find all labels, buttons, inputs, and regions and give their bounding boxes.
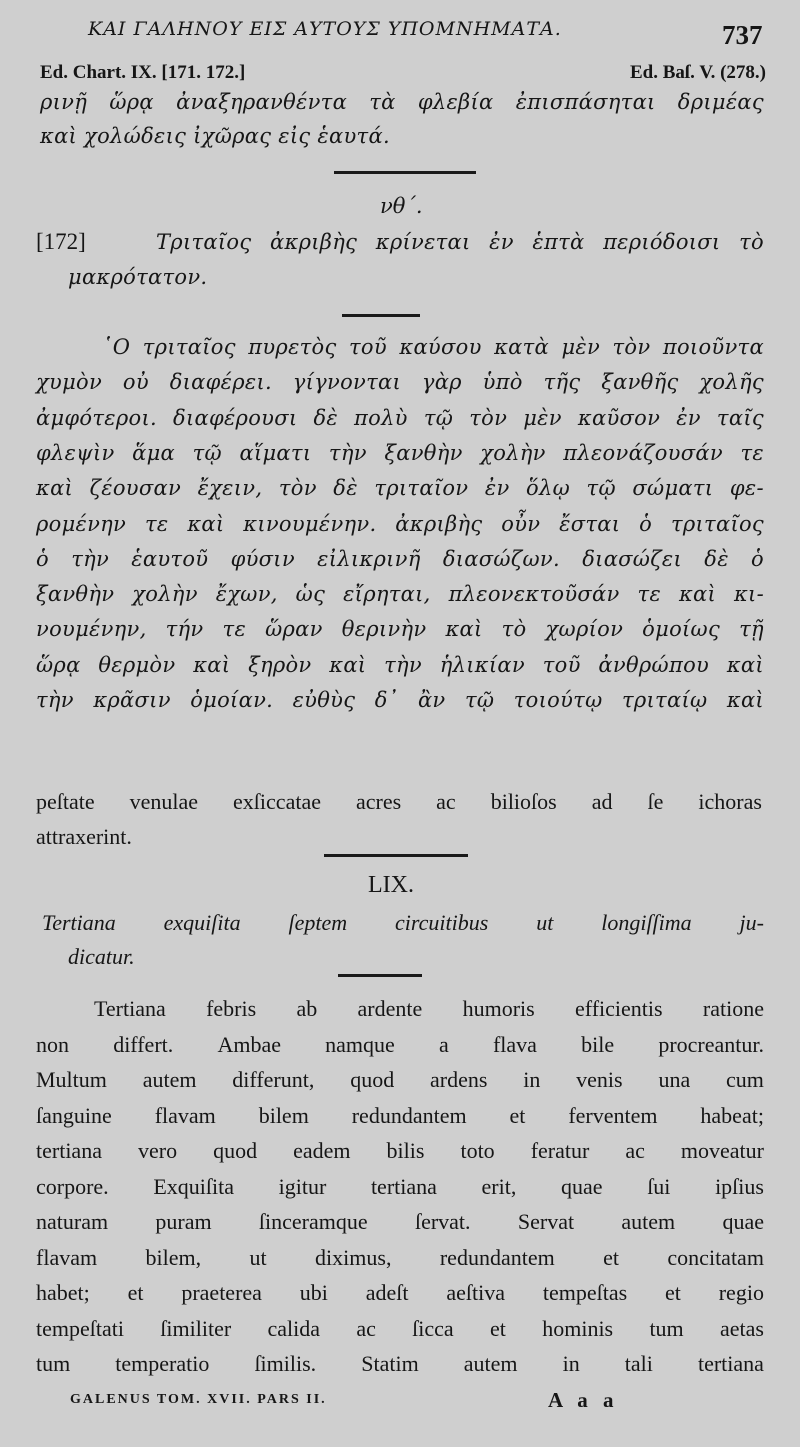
latin-commentary-line: tum temperatio ſimilis. Statim autem in tali tertiana: [36, 1351, 764, 1376]
greek-commentary-line: νουμένην, τήν τε ὥραν θερινὴν καὶ τὸ χωρίον ὁμοίως τῇ: [36, 617, 764, 642]
volume-footer: GALENUS TOM. XVII. PARS II.: [70, 1392, 327, 1407]
signature-mark: A a a: [548, 1388, 619, 1412]
greek-continuation-line: καὶ χολώδεις ἰχῶρας εἰς ἑαυτά.: [40, 124, 390, 148]
aphorism-marker: [172]: [36, 229, 86, 254]
running-title: ΚΑΙ ΓΑΛΗΝΟΥ ΕΙΣ ΑΥΤΟΥΣ ΥΠΟΜΝΗΜΑΤΑ.: [88, 18, 562, 40]
latin-commentary-line: ſanguine flavam bilem redundantem et ferventem habeat;: [36, 1102, 764, 1128]
greek-commentary-line: ἀμφότεροι. διαφέρουσι δὲ πολὺ τῷ τὸν μὲν καῦσον ἐν ταῖς: [36, 405, 764, 430]
greek-commentary-line: ξανθὴν χολὴν ἔχων, ὡς εἴρηται, πλεονεκτοῦσάν τε καὶ κι-: [36, 582, 764, 607]
greek-aphorism-line: μακρότατον.: [68, 265, 208, 289]
latin-commentary-line: tempeſtati ſimiliter calida ac ſicca et hominis tum aetas: [36, 1315, 764, 1341]
latin-commentary-line: flavam bilem, ut diximus, redundantem et concitatam: [36, 1244, 764, 1270]
section-divider: [334, 171, 476, 174]
greek-continuation-line: ρινῇ ὥρᾳ ἀναξηρανθέντα τὰ φλεβία ἐπισπάσηται δριμέας: [40, 90, 764, 114]
latin-aphorism-line: dicatur.: [68, 944, 135, 969]
latin-commentary-line: Multum autem differunt, quod ardens in venis una cum: [36, 1067, 764, 1092]
latin-commentary-line: habet; et praeterea ubi adeſt aeſtiva tempeſtas et regio: [36, 1280, 764, 1305]
greek-commentary-line: ὥρᾳ θερμὸν καὶ ξηρὸν καὶ τὴν ἡλικίαν τοῦ ἀνθρώπου καὶ: [36, 652, 764, 677]
greek-commentary-line: φλεψὶν ἅμα τῷ αἵματι τὴν ξανθὴν χολὴν πλεονάζουσάν τε: [36, 440, 764, 465]
greek-commentary-line: ῾Ο τριταῖος πυρετὸς τοῦ καύσου κατὰ μὲν τὸν ποιοῦντα: [102, 335, 764, 359]
greek-commentary-line: χυμὸν οὐ διαφέρει. γίγνονται γὰρ ὑπὸ τῆς ξανθῆς χολῆς: [36, 370, 764, 395]
latin-section-number: LIX.: [368, 872, 414, 898]
latin-aphorism-line: Tertiana exquiſita ſeptem circuitibus ut longiſſima ju-: [42, 910, 764, 935]
greek-commentary-line: ὁ τὴν ἑαυτοῦ φύσιν εἰλικρινῆ διασώζων. διασώζει δὲ ὁ: [36, 546, 764, 571]
page-number: 737: [722, 20, 763, 50]
latin-commentary-line: naturam puram ſinceramque ſervat. Servat autem quae: [36, 1209, 764, 1234]
latin-commentary-line: Tertiana febris ab ardente humoris efficientis ratione: [94, 996, 764, 1021]
latin-continuation-line: attraxerint.: [36, 824, 132, 849]
greek-commentary-line: καὶ ζέουσαν ἔχειν, τὸν δὲ τριταῖον ἐν ὅλῳ τῷ σώματι φε-: [36, 476, 764, 501]
latin-commentary-line: non differt. Ambae namque a flava bile procreantur.: [36, 1031, 764, 1057]
edition-reference-right: Ed. Baſ. V. (278.): [629, 62, 766, 83]
latin-commentary-line: tertiana vero quod eadem bilis toto feratur ac moveatur: [36, 1138, 764, 1163]
section-divider: [324, 854, 468, 857]
greek-aphorism-line: Τριταῖος ἀκριβὴς κρίνεται ἐν ἑπτὰ περιόδοισι τὸ: [156, 230, 764, 254]
greek-commentary-line: τὴν κρᾶσιν ὁμοίαν. εὐθὺς δ᾽ ἂν τῷ τοιούτῳ τριταίῳ καὶ: [36, 688, 764, 712]
section-divider: [342, 314, 420, 317]
greek-section-number: νθ΄.: [380, 194, 423, 218]
latin-continuation-line: peſtate venulae exſiccatae acres ac bilioſos ad ſe ichoras: [36, 789, 762, 814]
latin-commentary-line: corpore. Exquiſita igitur tertiana erit, quae ſui ipſius: [36, 1173, 764, 1199]
greek-commentary-line: ρομένην τε καὶ κινουμένην. ἀκριβὴς οὖν ἔσται ὁ τριταῖος: [36, 511, 764, 536]
edition-reference-left: Ed. Chart. IX. [171. 172.]: [40, 62, 246, 83]
section-divider: [338, 974, 422, 977]
